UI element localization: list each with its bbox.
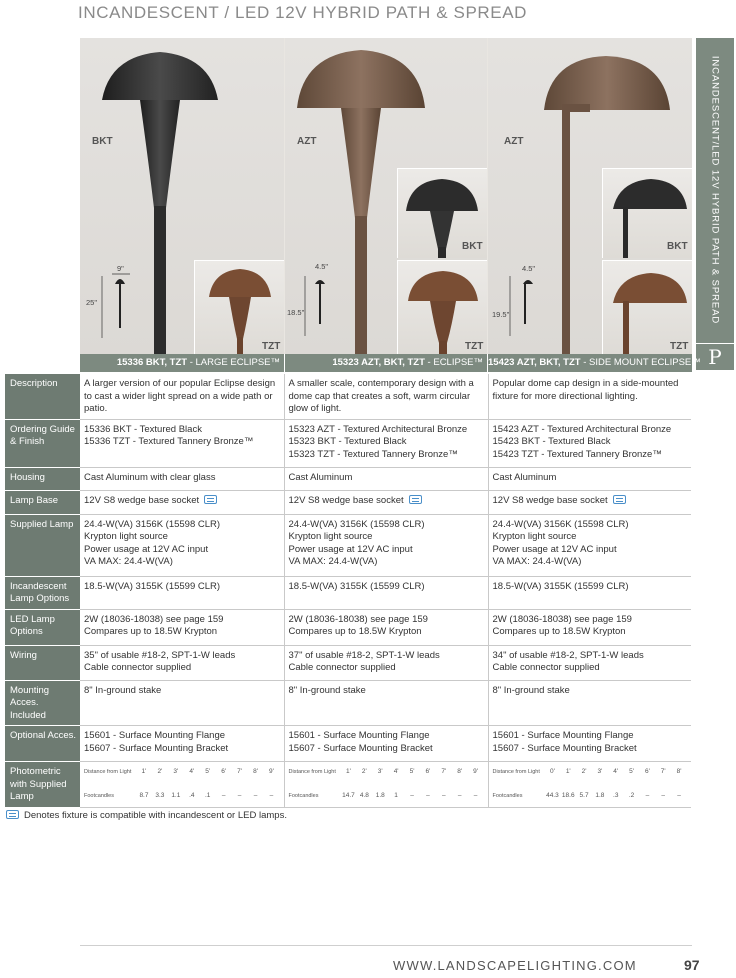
- distance-row: [289, 766, 484, 779]
- distance-row-value: 4': [613, 768, 619, 775]
- spec-row-supplied-lamp: [5, 514, 691, 576]
- spec-value: Cast Aluminum: [488, 467, 691, 490]
- footcandle-row-value: –: [661, 791, 666, 799]
- footcandle-row-value: –: [221, 791, 226, 799]
- footcandle-row-value: –: [426, 791, 430, 799]
- product-name: - ECLIPSE™: [424, 357, 483, 368]
- footcandle-row-value: 1: [394, 791, 398, 799]
- distance-row-label: Distance from Light: [288, 769, 336, 775]
- finish-tag: BKT: [462, 241, 483, 252]
- spec-value: 2W (18036-18038) see page 159 Compares up to 18.5W Krypton: [284, 609, 488, 645]
- spec-label: Mounting Acces. Included: [5, 680, 80, 726]
- finish-tag: BKT: [92, 136, 113, 147]
- finish-tag: BKT: [667, 241, 688, 252]
- spec-row-led-options: [5, 609, 691, 645]
- spec-value: 15601 - Surface Mounting Flange 15607 - Surface Mounting Bracket: [80, 726, 284, 762]
- footcandle-row-label: Footcandles: [288, 792, 319, 799]
- side-tab-text: INCANDESCENT/LED 12V HYBRID PATH & SPREAD: [709, 55, 721, 325]
- footcandle-row-value: –: [253, 791, 258, 799]
- spec-value: 8" In-ground stake: [284, 680, 488, 726]
- distance-row-value: 5': [629, 768, 634, 775]
- spec-value: 12V S8 wedge base socket: [84, 494, 200, 506]
- distance-row-value: 2': [361, 768, 367, 775]
- dimension-height: 25": [86, 298, 98, 307]
- spec-value: 15423 AZT - Textured Architectural Bronze 15423 BKT - Textured Black 15423 TZT - Textured Tannery Bronze™: [488, 419, 691, 467]
- product-code: 15323 AZT, BKT, TZT: [332, 357, 425, 368]
- finish-tag: TZT: [465, 341, 484, 352]
- footcandle-row-value: 18.6: [561, 791, 575, 799]
- product-name: - LARGE ECLIPSE™: [187, 357, 280, 368]
- footcandle-row-value: 8.7: [139, 791, 149, 799]
- distance-row-value: 8': [457, 768, 463, 775]
- spec-row-photometric: [5, 762, 691, 808]
- photometric-cell: [80, 762, 284, 808]
- spec-value: 24.4-W(VA) 3156K (15598 CLR) Krypton light source Power usage at 12V AC input VA MAX: 24.4-W(VA): [488, 514, 691, 576]
- footcandle-row-value: .3: [613, 791, 619, 799]
- photometric-cell: [284, 762, 488, 808]
- footcandle-row-value: –: [441, 791, 446, 799]
- spec-value: 8" In-ground stake: [80, 680, 284, 726]
- finish-inset-tzt: [602, 260, 692, 354]
- footcandle-row-value: 1.1: [171, 791, 181, 799]
- distance-row-value: 2': [581, 768, 587, 775]
- footcandle-row-value: 3.3: [155, 791, 165, 799]
- footcandle-row: [84, 790, 280, 803]
- photometric-cell: [488, 762, 691, 808]
- dimension-width: 9": [117, 264, 124, 273]
- dimension-height: 19.5": [492, 310, 510, 319]
- spec-value: 15323 AZT - Textured Architectural Bronze 15323 BKT - Textured Black 15323 TZT - Textured Tannery Bronze™: [284, 419, 488, 467]
- footcandle-row-value: –: [677, 791, 681, 799]
- distance-row-value: 1': [346, 768, 351, 775]
- distance-row-value: 8': [253, 768, 258, 775]
- led-compatible-icon: [204, 495, 217, 504]
- spec-row-wiring: [5, 645, 691, 680]
- spec-row-housing: [5, 467, 691, 490]
- distance-row-value: 9': [269, 768, 274, 775]
- product-photos: [80, 38, 692, 354]
- product-header-15423: [488, 354, 701, 372]
- distance-row: [493, 766, 688, 779]
- distance-row-value: 9': [473, 768, 478, 775]
- spec-value: 15601 - Surface Mounting Flange 15607 - Surface Mounting Bracket: [488, 726, 691, 762]
- footcandle-row-value: –: [473, 791, 478, 799]
- footcandle-row-value: 1.8: [595, 791, 605, 799]
- footcandle-row-value: .2: [628, 791, 635, 799]
- distance-row-value: 8': [676, 768, 682, 775]
- dimension-height: 18.5": [287, 308, 305, 317]
- spec-value: Popular dome cap design in a side-mounted fixture for more directional lighting.: [488, 374, 691, 419]
- footnote-text: Denotes fixture is compatible with incandescent or LED lamps.: [24, 810, 287, 821]
- footcandle-row-value: 5.7: [579, 791, 589, 799]
- distance-row-value: 3': [377, 768, 383, 775]
- footcandle-row-label: Footcandles: [492, 792, 523, 799]
- spec-value: 2W (18036-18038) see page 159 Compares up to 18.5W Krypton: [488, 609, 691, 645]
- spec-value: 18.5-W(VA) 3155K (15599 CLR): [488, 576, 691, 609]
- spec-row-description: [5, 374, 691, 419]
- website-link[interactable]: WWW.LANDSCAPELIGHTING.COM: [393, 958, 637, 973]
- spec-value: 37" of usable #18-2, SPT-1-W leads Cable connector supplied: [284, 645, 488, 680]
- product-code: 15336 BKT, TZT: [116, 357, 188, 368]
- spec-label: Wiring: [5, 645, 80, 680]
- spec-value: 12V S8 wedge base socket: [288, 494, 404, 506]
- spec-value-cell: [80, 490, 284, 514]
- distance-row-value: 5': [205, 768, 211, 775]
- spec-value: 34" of usable #18-2, SPT-1-W leads Cable connector supplied: [488, 645, 691, 680]
- footcandle-row: [289, 790, 484, 803]
- spec-label: Optional Acces.: [5, 726, 80, 762]
- footcandle-row-value: 4.8: [359, 791, 369, 799]
- footcandle-row-value: –: [457, 791, 462, 799]
- footcandle-row-value: –: [269, 791, 274, 799]
- spec-value: Cast Aluminum with clear glass: [80, 467, 284, 490]
- spec-label: Incandescent Lamp Options: [5, 576, 80, 609]
- finish-inset-tzt: [194, 260, 284, 354]
- spec-label: Ordering Guide & Finish: [5, 419, 80, 467]
- spec-value: 15601 - Surface Mounting Flange 15607 - Surface Mounting Bracket: [284, 726, 488, 762]
- spec-value: 2W (18036-18038) see page 159 Compares up to 18.5W Krypton: [80, 609, 284, 645]
- spec-value: Cast Aluminum: [284, 467, 488, 490]
- distance-row-value: 5': [409, 768, 415, 775]
- section-letter: P: [696, 343, 734, 370]
- product-name: - SIDE MOUNT ECLIPSE™: [580, 357, 701, 368]
- product-header-15336: [80, 354, 284, 372]
- spec-value-cell: [284, 490, 488, 514]
- category-side-tab: [696, 38, 734, 343]
- footcandle-row-value: –: [645, 791, 650, 799]
- footcandle-row-value: –: [237, 791, 242, 799]
- spec-row-lamp-base: [5, 490, 691, 514]
- spec-value: 8" In-ground stake: [488, 680, 691, 726]
- finish-inset-tzt: [397, 260, 487, 354]
- spec-value: 18.5-W(VA) 3155K (15599 CLR): [80, 576, 284, 609]
- page-number: 97: [684, 957, 700, 973]
- led-compatible-icon: [6, 810, 19, 819]
- spec-label: LED Lamp Options: [5, 609, 80, 645]
- spec-row-mounting: [5, 680, 691, 726]
- spec-value: 24.4-W(VA) 3156K (15598 CLR) Krypton light source Power usage at 12V AC input VA MAX: 24.4-W(VA): [80, 514, 284, 576]
- page-title: INCANDESCENT / LED 12V HYBRID PATH & SPREAD: [78, 3, 528, 22]
- distance-row-value: 4': [189, 768, 195, 775]
- finish-tag: AZT: [297, 136, 317, 147]
- spec-value-cell: [488, 490, 691, 514]
- dimension-width: 4.5": [315, 262, 329, 271]
- distance-row-value: 7': [660, 768, 666, 775]
- finish-tag: AZT: [504, 136, 524, 147]
- distance-row-value: 3': [597, 768, 603, 775]
- distance-row-value: 6': [425, 768, 431, 775]
- footcandle-row-value: 1.8: [375, 791, 385, 799]
- spec-value: A smaller scale, contemporary design with a dome cap that creates a soft, warm circular glow of light.: [284, 374, 488, 419]
- led-compatible-icon: [409, 495, 422, 504]
- finish-inset-bkt: [602, 168, 692, 258]
- distance-row-value: 7': [441, 768, 447, 775]
- spec-row-optional-acces: [5, 726, 691, 762]
- spec-label: Housing: [5, 467, 80, 490]
- footcandle-row-value: .1: [205, 791, 211, 799]
- footer-divider: [80, 945, 692, 946]
- distance-row-value: 6': [221, 768, 227, 775]
- finish-tag: TZT: [262, 341, 281, 352]
- distance-row-value: 7': [237, 768, 243, 775]
- led-compatible-icon: [613, 495, 626, 504]
- spec-value: 12V S8 wedge base socket: [492, 494, 608, 506]
- finish-tag: TZT: [670, 341, 689, 352]
- distance-row-value: 0': [549, 768, 555, 775]
- distance-row-value: 2': [157, 768, 163, 775]
- spec-row-incandescent-options: [5, 576, 691, 609]
- dimension-width: 4.5": [522, 264, 536, 273]
- spec-label: Lamp Base: [5, 490, 80, 514]
- footcandle-row-label: Footcandles: [84, 792, 114, 799]
- product-photo-side-mount-eclipse: [488, 38, 692, 354]
- spec-label: Supplied Lamp: [5, 514, 80, 576]
- spec-row-ordering: [5, 419, 691, 467]
- spec-value: A larger version of our popular Eclipse design to cast a wider light spread on a wide path or patio.: [80, 374, 284, 419]
- specification-table: [5, 374, 691, 808]
- spec-value: 18.5-W(VA) 3155K (15599 CLR): [284, 576, 488, 609]
- product-code: 15423 AZT, BKT, TZT: [488, 357, 581, 368]
- finish-inset-bkt: [397, 168, 487, 258]
- distance-row-value: 1': [565, 768, 571, 775]
- distance-row-label: Distance from Light: [492, 769, 540, 775]
- footcandle-row-value: 44.3: [546, 791, 559, 799]
- spec-label: Photometric with Supplied Lamp: [5, 762, 80, 808]
- footcandle-row-value: .4: [189, 791, 195, 799]
- distance-row-value: 3': [173, 768, 179, 775]
- product-photo-eclipse: [285, 38, 487, 354]
- spec-label: Description: [5, 374, 80, 419]
- footcandle-row-value: –: [410, 791, 414, 799]
- distance-row: [84, 766, 280, 779]
- distance-row-value: 4': [393, 768, 399, 775]
- distance-row-label: Distance from Light: [84, 769, 132, 775]
- spec-value: 24.4-W(VA) 3156K (15598 CLR) Krypton light source Power usage at 12V AC input VA MAX: 24.4-W(VA): [284, 514, 488, 576]
- footcandle-row: [493, 790, 688, 803]
- distance-row-value: 1': [141, 768, 147, 775]
- distance-row-value: 6': [644, 768, 650, 775]
- spec-value: 15336 BKT - Textured Black 15336 TZT - Textured Tannery Bronze™: [80, 419, 284, 467]
- product-header-15323: [285, 354, 487, 372]
- footnote: [6, 810, 287, 821]
- spec-value: 35" of usable #18-2, SPT-1-W leads Cable connector supplied: [80, 645, 284, 680]
- footcandle-row-value: 14.7: [342, 791, 355, 799]
- product-photo-large-eclipse: [80, 38, 284, 354]
